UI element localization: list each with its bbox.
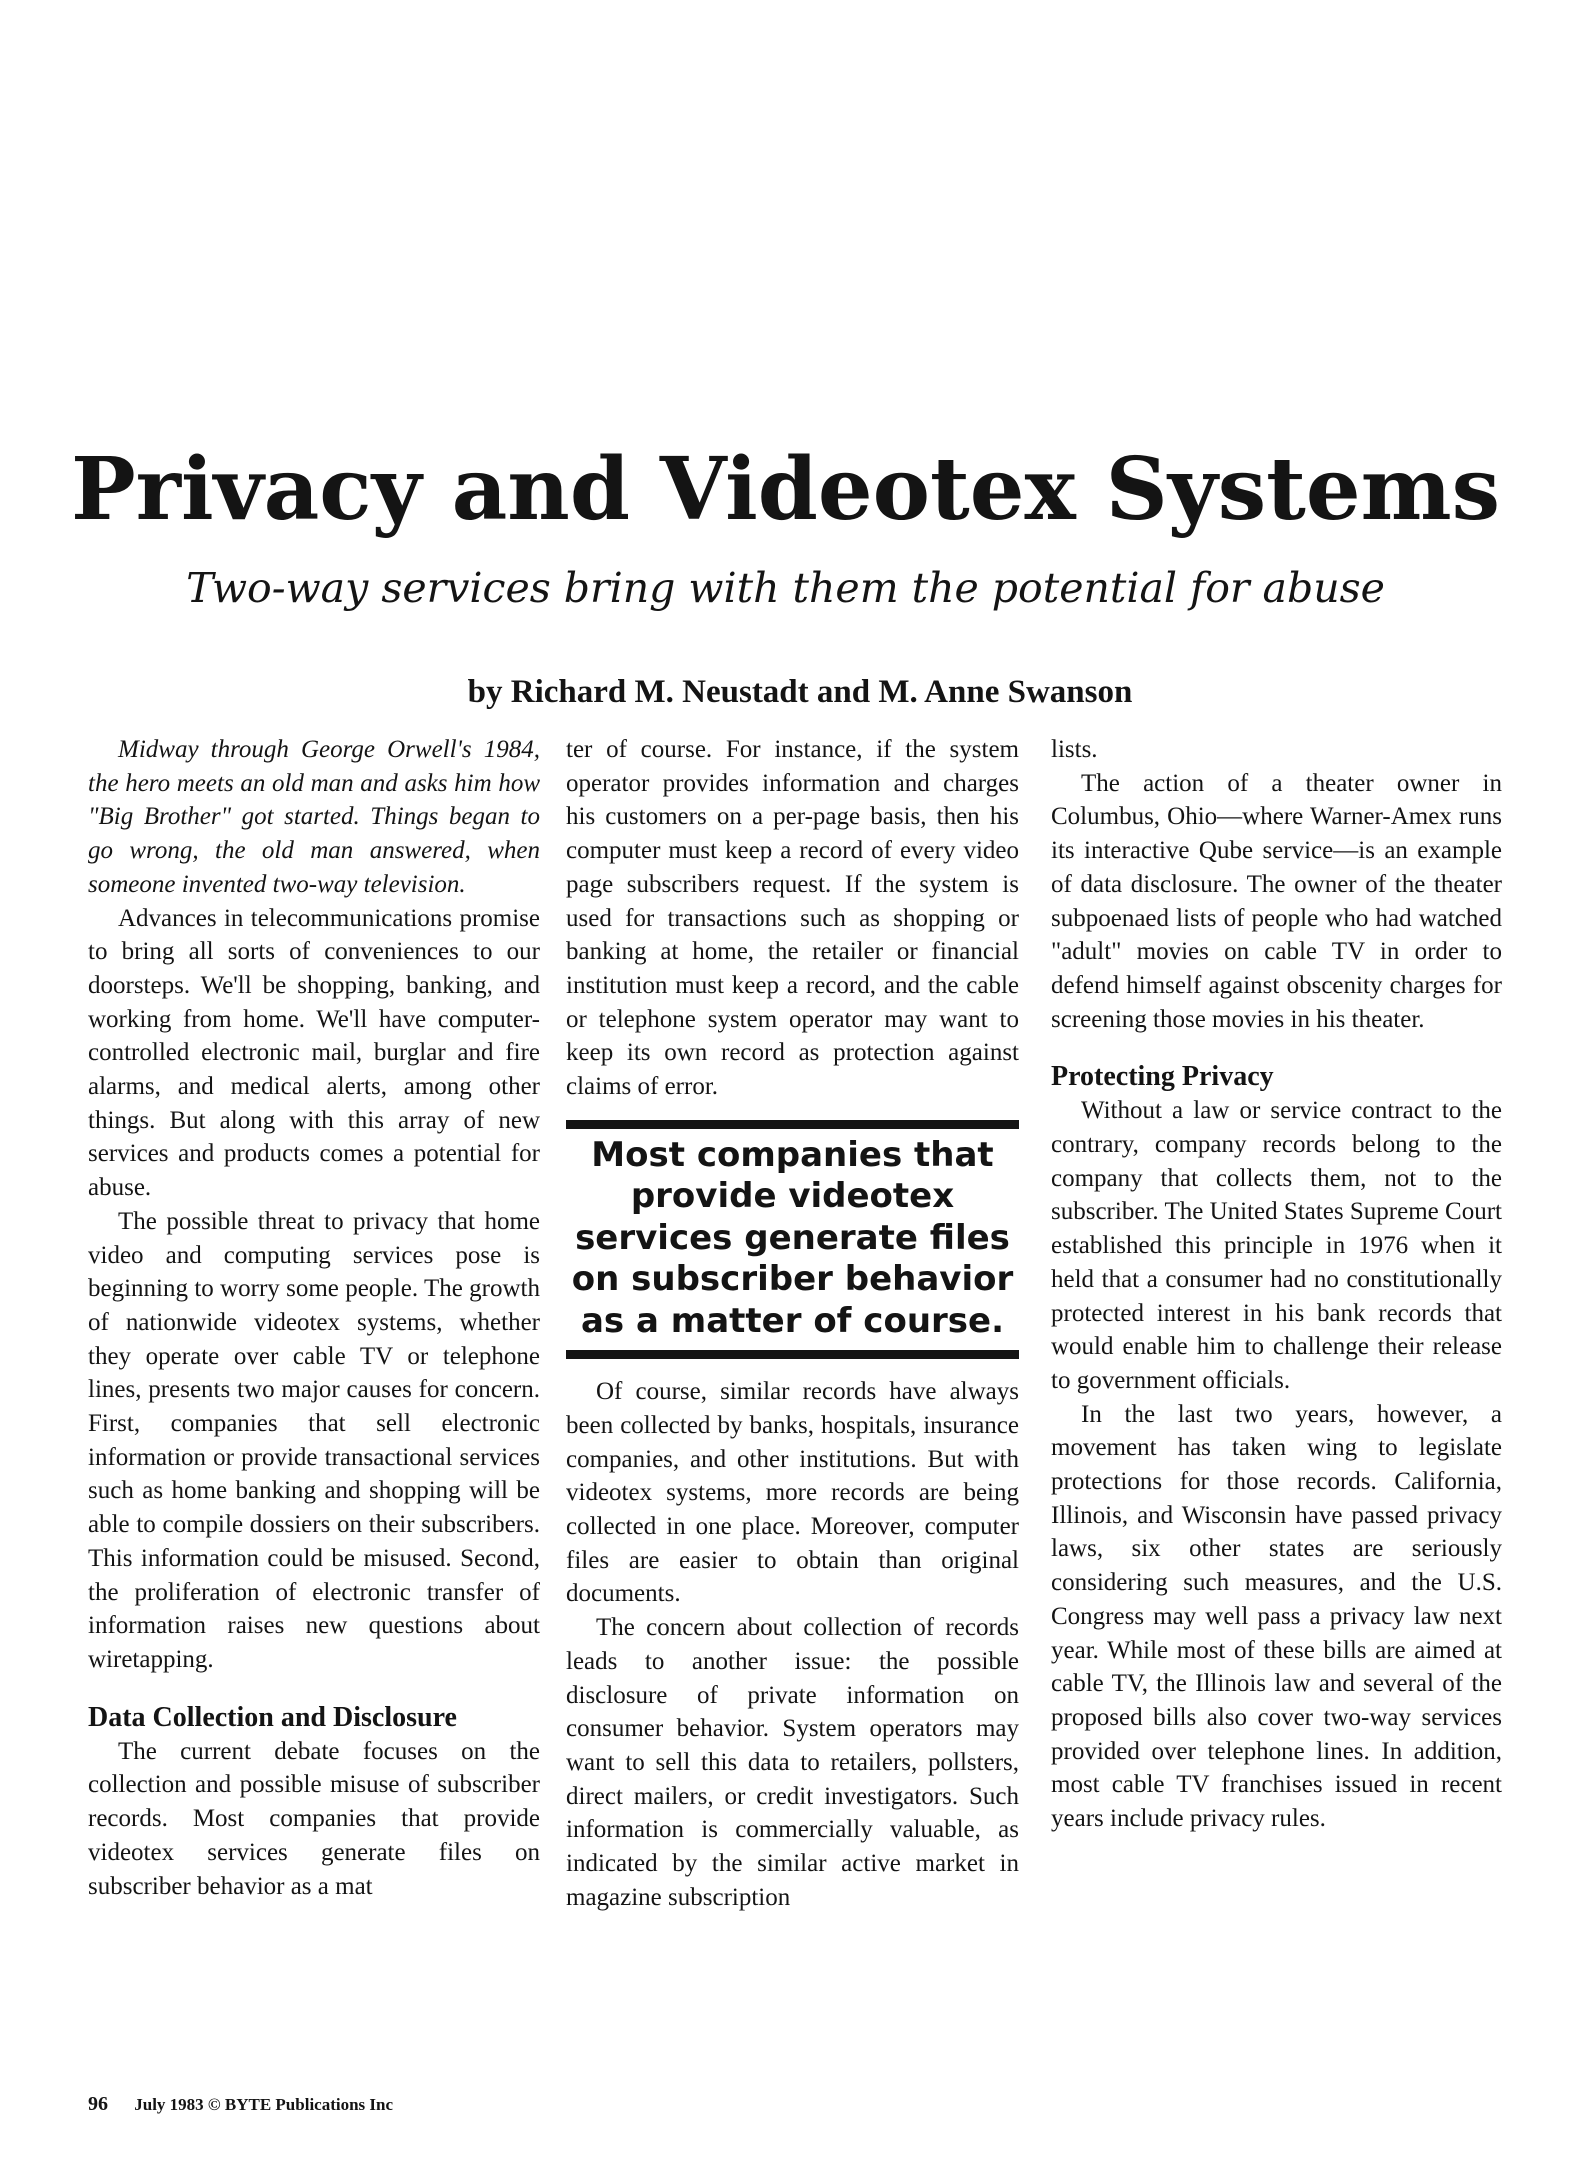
paragraph: Without a law or service contract to the contrary, company records belong to the company that collects them, not to the subscriber. The United States Supreme Court established this principle in 1976 when it held that a consumer had no constitutionally protected interest in his bank records that would enable him to challenge their release to government officials.: [1051, 1097, 1502, 1394]
section-heading-data-collection: Data Collection and Disclosure: [88, 1701, 457, 1733]
intro-paragraph: Midway through George Orwell's 1984, the hero meets an old man and asks him how "Big Brother" got started. Things began to go wrong, the old man answered, when someone invented two-way television.: [88, 736, 540, 898]
article-subtitle: Two-way services bring with them the potential for abuse: [186, 564, 1385, 612]
column-2: [566, 733, 1019, 1914]
paragraph: The possible threat to privacy that home video and computing services pose is beginning to worry some people. The growth of nationwide videotex systems, whether they operate over cable TV or telephone lines, presents two major causes for concern. First, companies that sell electronic information or provide transactional services such as home banking and shopping will be able to compile dossiers on their subscribers. This information could be misused. Second, the proliferation of electronic transfer of information raises new questions about wiretapping.: [88, 1207, 540, 1673]
pull-quote: [566, 1120, 1019, 1360]
paragraph: The concern about collection of records leads to another issue: the possible disclosure of private information on consumer behavior. System operators may want to sell this data to retailers, pollsters, direct mailers, or credit investigators. Such information is commercially valuable, as indicated by the similar active market in magazine subscription: [566, 1614, 1019, 1911]
column-3: [1051, 733, 1502, 1836]
byline: by Richard M. Neustadt and M. Anne Swanson: [467, 674, 1133, 710]
paragraph: The action of a theater owner in Columbus, Ohio—where Warner-Amex runs its interactive Qube service—is an example of data disclosure. The owner of the theater subpoenaed lists of people who had watched "adult" movies on cable TV in order to defend himself against obscenity charges for screening those movies in his theater.: [1051, 769, 1502, 1033]
paragraph: Advances in telecommunications promise to bring all sorts of conveniences to our doorsteps. We'll be shopping, banking, and working from home. We'll have computer-controlled electronic mail, burglar and fire alarms, and medical alerts, among other things. But along with this array of new services and products comes a potential for abuse.: [88, 904, 540, 1202]
pull-quote-text: Most companies that provide videotex services generate files on subscriber behavior as a matter of course.: [571, 1134, 1014, 1341]
paragraph: ter of course. For instance, if the system operator provides information and charges his customers on a per-page basis, then his computer must keep a record of every video page subscribers request. If the system is used for transactions such as shopping or banking at home, the retailer or financial institution must keep a record, and the cable or telephone system operator may want to keep its own record as protection against claims of error.: [566, 736, 1019, 1101]
publication-credit: July 1983 © BYTE Publications Inc: [134, 2095, 394, 2114]
paragraph: lists.: [1051, 736, 1098, 763]
paragraph: In the last two years, however, a movement has taken wing to legislate protections for those records. California, Illinois, and Wisconsin have passed privacy laws, six other states are seriously considering such measures, and the U.S. Congress may well pass a privacy law next year. While most of these bills are aimed at cable TV, the Illinois law and several of the proposed bills also cover two-way services provided over telephone lines. In addition, most cable TV franchises issued in recent years include privacy rules.: [1051, 1400, 1502, 1833]
page-footer: [88, 2092, 393, 2117]
page-number: 96: [88, 2093, 108, 2115]
pull-quote-rule-bottom: [566, 1350, 1019, 1359]
column-1: [88, 733, 540, 1903]
pull-quote-rule-top: [566, 1120, 1019, 1129]
section-heading-protecting-privacy: Protecting Privacy: [1051, 1061, 1274, 1093]
paragraph: The current debate focuses on the collection and possible misuse of subscriber records. Most companies that provide videotex services generate files on subscriber behavior as a mat: [88, 1737, 540, 1900]
article-title: Privacy and Videotex Systems: [70, 439, 1501, 540]
paragraph: Of course, similar records have always been collected by banks, hospitals, insurance companies, and other institutions. But with videotex systems, more records are being collected in one place. Moreover, computer files are easier to obtain than original documents.: [566, 1378, 1019, 1608]
